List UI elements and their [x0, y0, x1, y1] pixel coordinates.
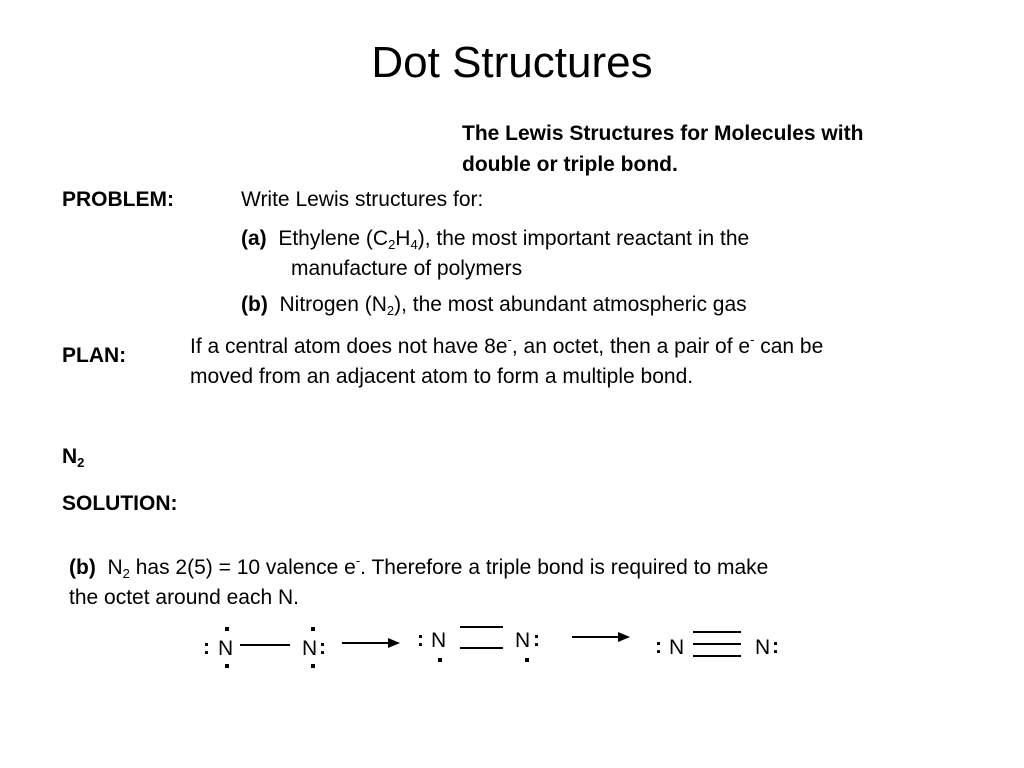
molecule-symbol: N	[62, 445, 78, 468]
part-a-tag: (a)	[241, 227, 267, 250]
plan-text-2: , an octet, then a pair of e	[511, 335, 751, 358]
part-a-sub-2: 4	[410, 237, 418, 252]
part-a-text-3: ), the most important reactant in the	[417, 227, 750, 250]
solution-sup-1: -	[355, 553, 361, 568]
lone-pair-colon: :	[417, 628, 424, 651]
part-a-text-1: Ethylene (C	[278, 227, 389, 250]
slide-title: Dot Structures	[371, 38, 653, 87]
reaction-arrow	[572, 632, 630, 642]
plan-text-3: can be	[754, 335, 824, 358]
molecule-sub: 2	[77, 455, 85, 470]
lone-pair-colon: :	[772, 635, 779, 658]
lewis-stage-triple-bond	[655, 632, 779, 659]
lone-pair-colon: :	[203, 636, 210, 659]
solution-text-1: N	[107, 556, 123, 579]
solution-sub-1: 2	[122, 566, 130, 581]
lone-pair-colon: :	[655, 635, 662, 658]
solution-label: SOLUTION:	[62, 492, 178, 515]
atom-n: N	[218, 637, 234, 660]
solution-text-2: has 2(5) = 10 valence e	[129, 556, 356, 579]
atom-n: N	[515, 629, 531, 652]
atom-n: N	[669, 636, 685, 659]
reaction-arrow	[342, 638, 400, 648]
part-b-tag: (b)	[241, 293, 268, 316]
atom-n: N	[302, 637, 318, 660]
atom-n: N	[431, 629, 447, 652]
part-a-sub-1: 2	[388, 237, 396, 252]
plan-sup-1: -	[507, 332, 512, 347]
solution-tag: (b)	[69, 556, 96, 579]
part-b-text-2: ), the most abundant atmospheric gas	[394, 293, 747, 316]
part-b-text-1: Nitrogen (N	[279, 293, 387, 316]
part-b-sub-1: 2	[386, 303, 395, 318]
problem-part-a-line-2: manufacture of polymers	[291, 257, 523, 280]
subtitle-line-2: double or triple bond.	[462, 153, 678, 176]
lewis-stage-double-bond	[417, 627, 540, 662]
electron-dot	[438, 658, 442, 662]
subtitle-line-1: The Lewis Structures for Molecules with	[462, 122, 864, 145]
solution-text-3: . Therefore a triple bond is required to make	[360, 556, 769, 579]
atom-n: N	[755, 636, 771, 659]
electron-dot	[311, 627, 315, 631]
problem-intro: Write Lewis structures for:	[241, 188, 484, 211]
lone-pair-colon: :	[319, 636, 326, 659]
problem-label: PROBLEM:	[62, 188, 174, 211]
electron-dot	[311, 664, 315, 668]
part-a-text-2: H	[395, 227, 411, 250]
electron-dot	[525, 658, 529, 662]
plan-text-1: If a central atom does not have 8e	[190, 335, 508, 358]
plan-line-2: moved from an adjacent atom to form a multiple bond.	[190, 365, 694, 388]
electron-dot	[225, 664, 229, 668]
electron-dot	[225, 627, 229, 631]
solution-line-2: the octet around each N.	[69, 586, 299, 609]
plan-sup-2: -	[750, 332, 755, 347]
lewis-stage-single-bond	[203, 627, 326, 668]
lone-pair-colon: :	[533, 628, 540, 651]
plan-label: PLAN:	[62, 344, 127, 367]
